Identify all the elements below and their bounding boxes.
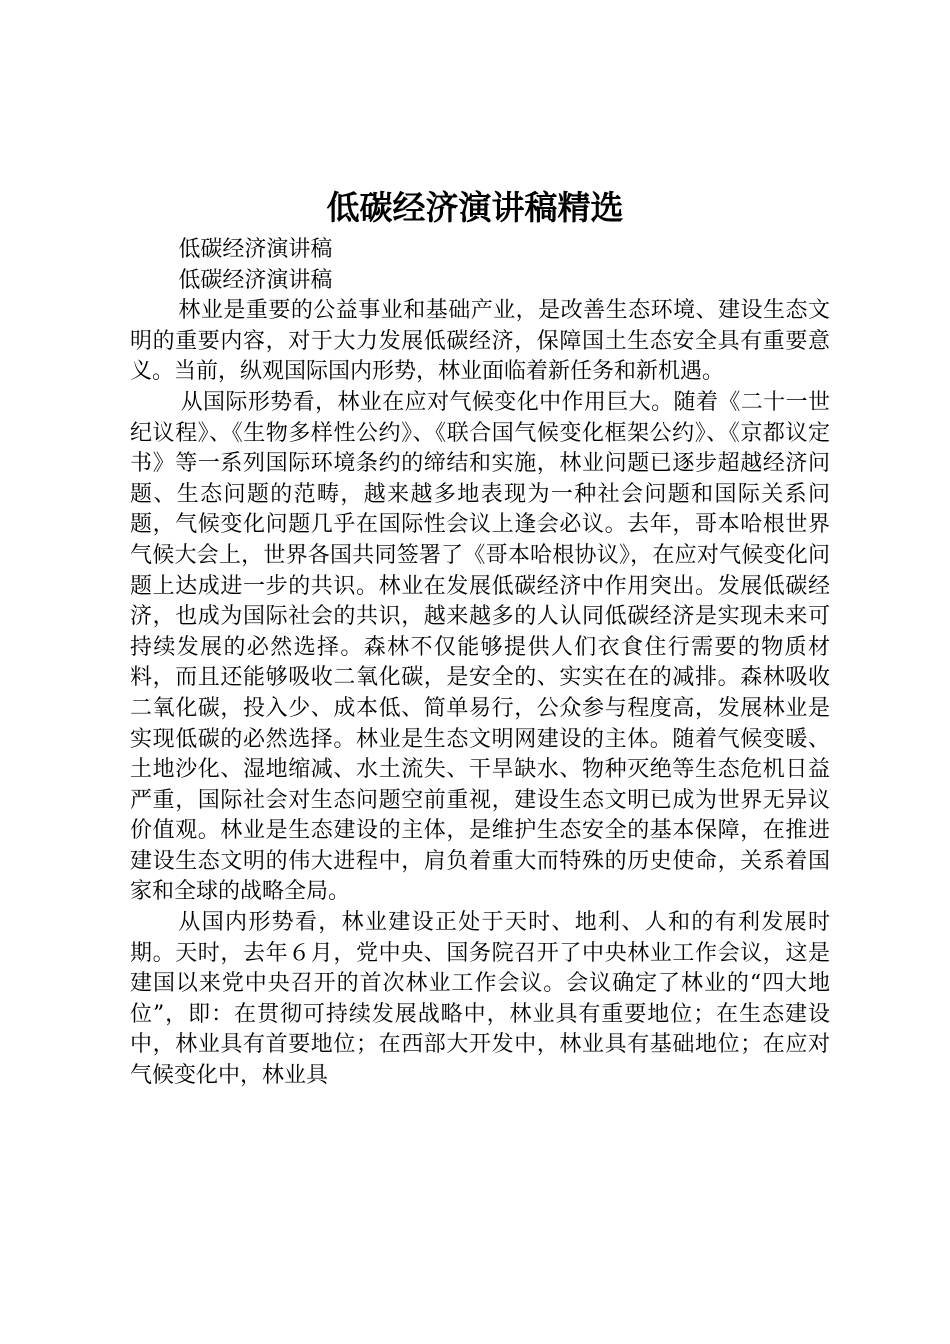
paragraph-3: 从国内形势看，林业建设正处于天时、地利、人和的有利发展时期。天时，去年６月，党中央、国务院召开了中央林业工作会议，这是建国以来党中央召开的首次林业工作会议。会议确定了林业的“四大地位”，即：在贯彻可持续发展战略中，林业具有重要地位；在生态建设中，林业具有首要地位；在西部大开发中，林业具有基础地位；在应对气候变化中，林业具 (130, 910, 830, 1089)
subtitle-line-1: 低碳经济演讲稿 (178, 237, 333, 262)
document-title: 低碳经济演讲稿精选 (326, 188, 624, 227)
document-body (130, 235, 830, 1092)
paragraph-2: 从国际形势看，林业在应对气候变化中作用巨大。随着《二十一世纪议程》、《生物多样性公约》、《联合国气候变化框架公约》、《京都议定书》等一系列国际环境条约的缔结和实施，林业问题已逐步超越经济问题、生态问题的范畴，越来越多地表现为一种社会问题和国际关系问题，气候变化问题几乎在国际性会议上逢会必议。去年，哥本哈根世界气候大会上，世界各国共同签署了《哥本哈根协议》，在应对气候变化问题上达成进一步的共识。林业在发展低碳经济中作用突出。发展低碳经济，也成为国际社会的共识，越来越多的人认同低碳经济是实现未来可持续发展的必然选择。森林不仅能够提供人们衣食住行需要的物质材料，而且还能够吸收二氧化碳，是安全的、实实在在的减排。森林吸收二氧化碳，投入少、成本低、简单易行，公众参与程度高，发展林业是实现低碳的必然选择。林业是生态文明网建设的主体。随着气候变暖、土地沙化、湿地缩减、水土流失、干旱缺水、物种灭绝等生态危机日益严重，国际社会对生态问题空前重视，建设生态文明已成为世界无异议价值观。林业是生态建设的主体，是维护生态安全的基本保障，在推进建设生态文明的伟大进程中，肩负着重大而特殊的历史使命，关系着国家和全球的战略全局。 (130, 389, 830, 905)
subtitle-line-2: 低碳经济演讲稿 (178, 267, 333, 293)
paragraph-1: 林业是重要的公益事业和基础产业，是改善生态环境、建设生态文明的重要内容，对于大力发展低碳经济，保障国土生态安全具有重要意义。当前，纵观国际国内形势，林业面临着新任务和新机遇。 (130, 298, 830, 385)
